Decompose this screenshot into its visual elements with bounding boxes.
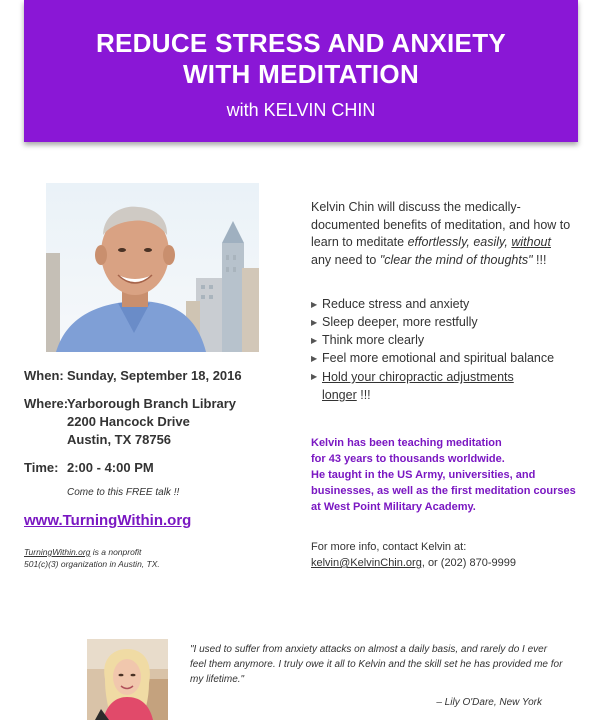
intro-end: !!! <box>532 252 547 267</box>
testimonial-quote: "I used to suffer from anxiety attacks on almost a daily basis, and rarely do I ever feel them anymore. I truly owe it all to Kelvin and the skill set he has provided me for my lifetime." <box>190 644 563 685</box>
benefit-link[interactable]: Hold your chiropractic adjustments longer <box>322 370 514 402</box>
website-link[interactable]: www.TurningWithin.org <box>24 512 192 529</box>
nonprofit-text-1: is a nonprofit <box>90 547 142 557</box>
where-line-3: Austin, TX 78756 <box>67 432 172 447</box>
list-item <box>311 332 581 350</box>
bio-line: for 43 years to thousands worldwide. <box>311 453 505 465</box>
benefit-text: Think more clearly <box>322 333 425 347</box>
bio-line: He taught in the US Army, universities, and <box>311 469 536 481</box>
when-value: Sunday, September 18, 2016 <box>67 368 242 383</box>
page-title <box>24 28 578 90</box>
email-link[interactable]: kelvin@KelvinChin.org <box>311 557 422 569</box>
title-line-2: WITH MEDITATION <box>182 59 420 89</box>
intro-paragraph <box>311 199 573 269</box>
bullet-arrow-icon: ▶ <box>311 300 318 309</box>
time-value: 2:00 - 4:00 PM <box>67 460 154 475</box>
contact-info <box>311 539 581 571</box>
benefit-suffix: !!! <box>356 388 371 402</box>
nonprofit-link[interactable]: TurningWithin.org <box>24 547 91 557</box>
phone-text: , or (202) 870-9999 <box>421 557 516 569</box>
benefit-text: Feel more emotional and spiritual balance <box>322 351 555 365</box>
testimonial-attribution: – Lily O'Dare, New York <box>436 697 542 708</box>
nonprofit-note <box>24 546 194 570</box>
contact-label: For more info, contact Kelvin at: <box>311 541 467 553</box>
time-label: Time: <box>24 460 59 475</box>
intro-text: Kelvin Chin will discuss the medically-documented benefits of meditation, and how to learn to meditate <box>311 200 571 249</box>
list-item <box>311 350 581 368</box>
bullet-arrow-icon: ▶ <box>311 372 318 381</box>
intro-italic: effortlessly, easily, <box>407 235 508 249</box>
benefit-text: Reduce stress and anxiety <box>322 297 470 311</box>
bio-line: at West Point Military Academy. <box>311 501 476 513</box>
nonprofit-text-2: 501(c)(3) organization in Austin, TX. <box>24 559 160 569</box>
free-talk-note: Come to this FREE talk !! <box>67 487 180 498</box>
where-label: Where: <box>24 396 69 411</box>
when-label: When: <box>24 368 64 383</box>
list-item <box>311 368 547 404</box>
list-item <box>311 314 581 332</box>
bullet-arrow-icon: ▶ <box>311 318 318 327</box>
lily-odare-photo <box>87 639 168 720</box>
intro-underline: without <box>511 235 551 249</box>
title-line-1: REDUCE STRESS AND ANXIETY <box>95 28 507 58</box>
intro-rest: any need to <box>311 252 380 267</box>
bio-line: businesses, as well as the first meditation courses <box>311 485 576 497</box>
title-banner <box>24 0 578 142</box>
benefits-list <box>311 296 581 404</box>
benefit-text: Sleep deeper, more restfully <box>322 315 478 329</box>
page-subtitle: with KELVIN CHIN <box>226 100 376 120</box>
bullet-arrow-icon: ▶ <box>311 336 318 345</box>
bio-line: Kelvin has been teaching meditation <box>311 437 502 449</box>
list-item <box>311 296 581 314</box>
where-line-2: 2200 Hancock Drive <box>67 414 190 429</box>
kelvin-chin-photo <box>46 183 259 352</box>
where-line-1: Yarborough Branch Library <box>67 396 237 411</box>
bullet-arrow-icon: ▶ <box>311 354 318 363</box>
intro-quote: "clear the mind of thoughts" <box>379 252 533 267</box>
bio-text <box>311 435 581 515</box>
